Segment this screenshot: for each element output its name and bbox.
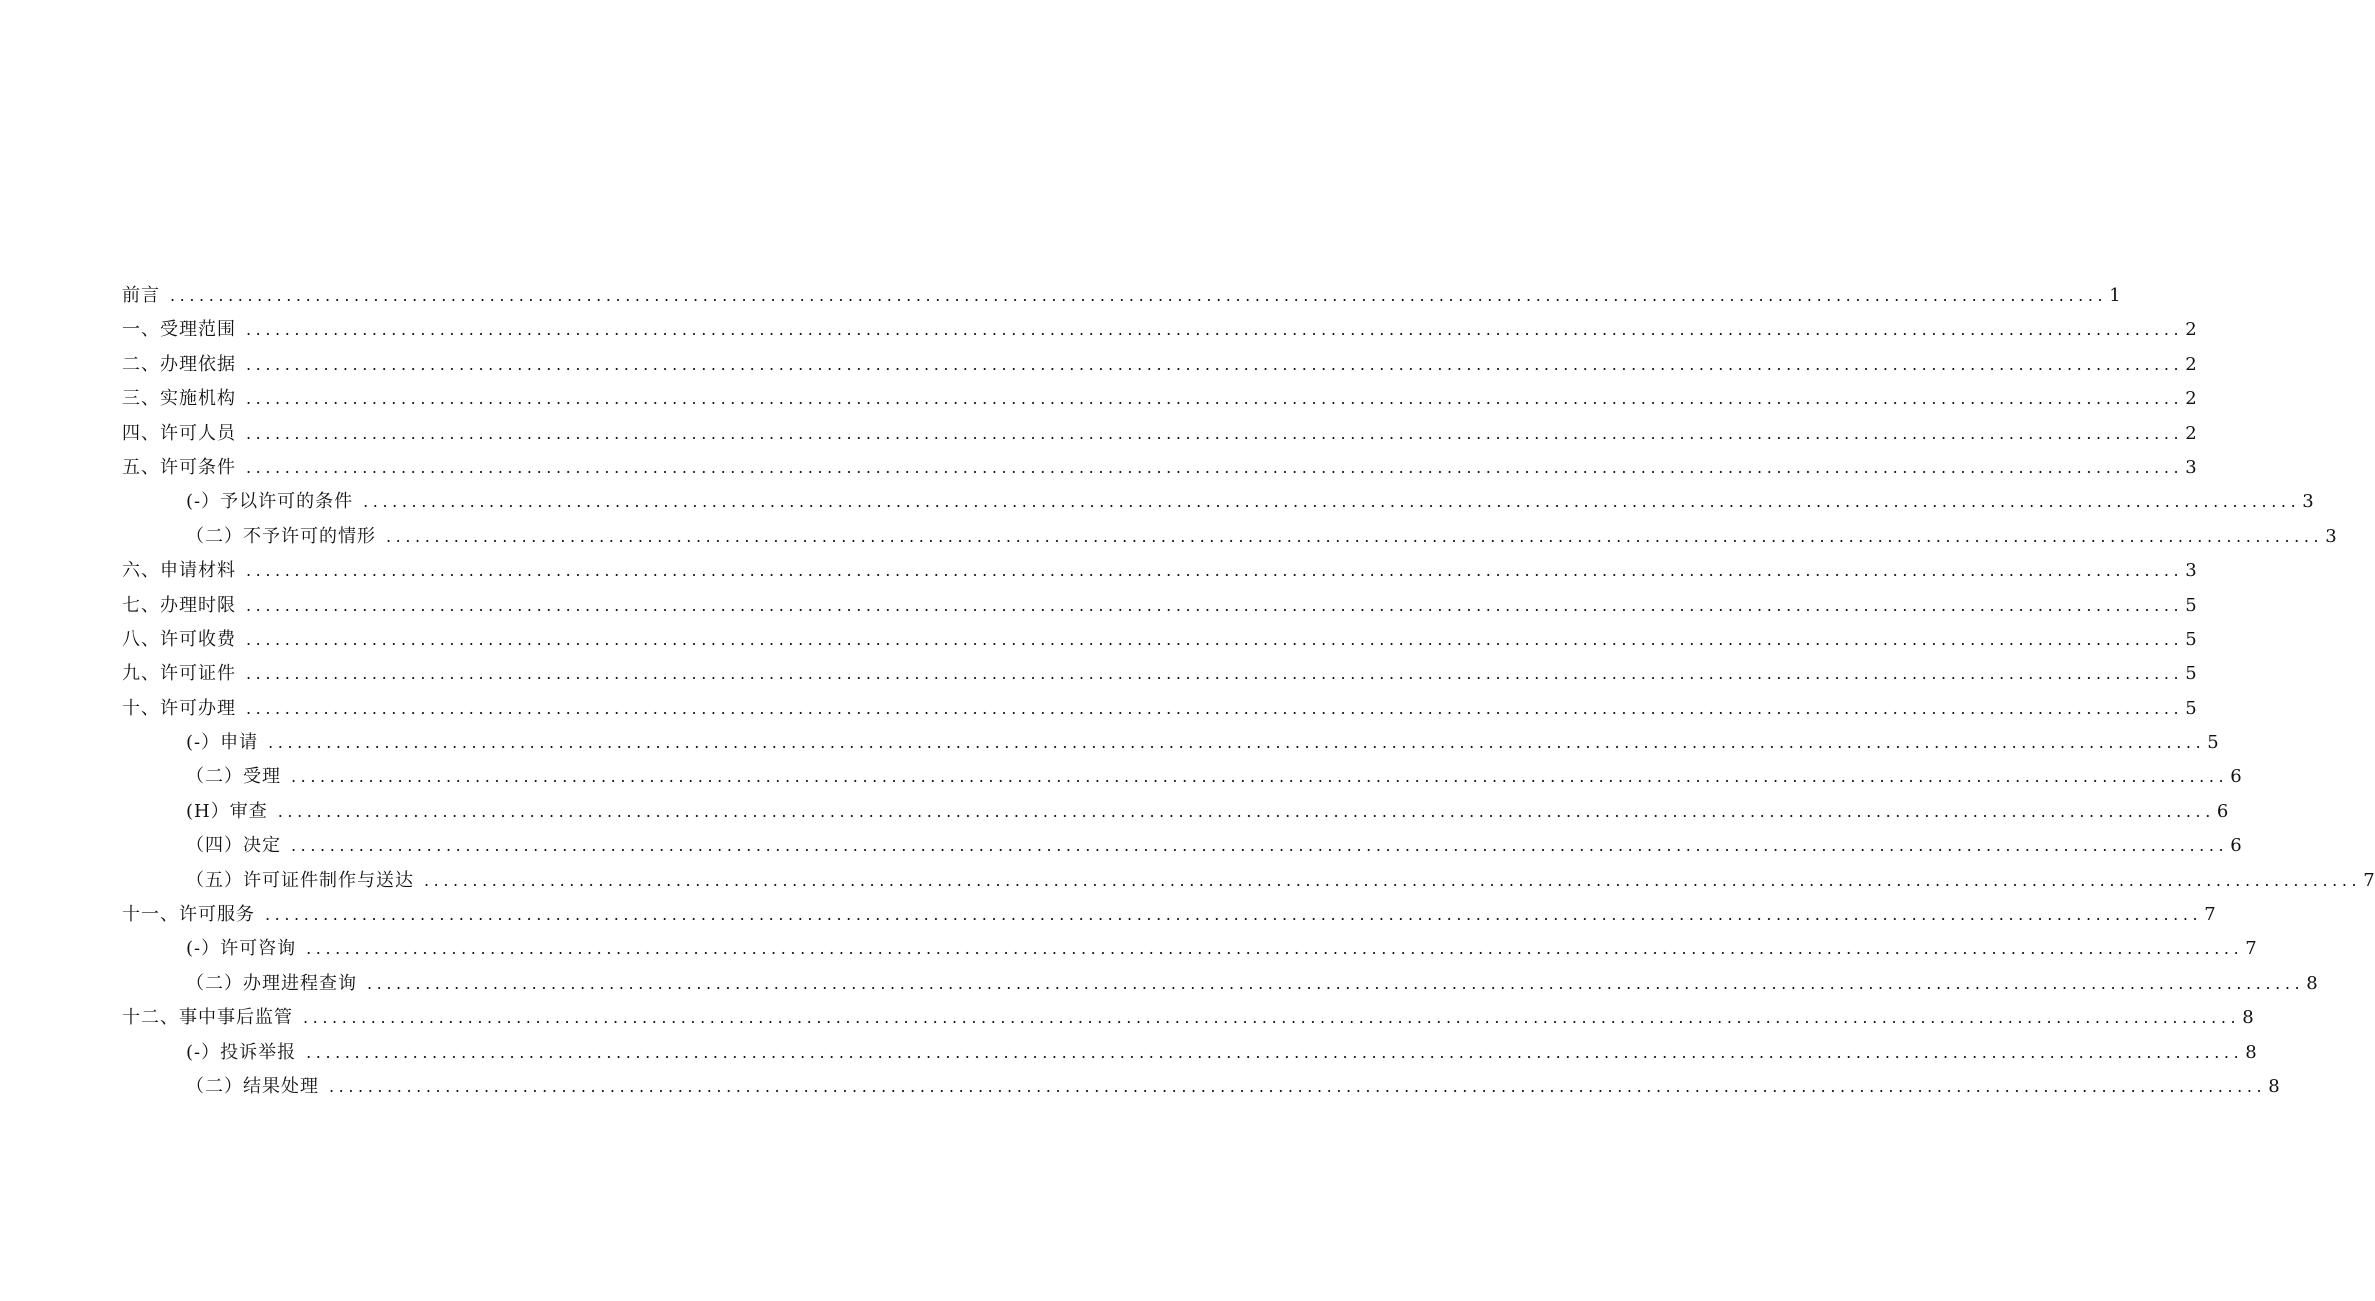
toc-entry-page-number: 3 — [2302, 491, 2314, 513]
toc-entry[interactable] — [122, 520, 2337, 554]
toc-entry-page-number: 5 — [2185, 697, 2197, 719]
toc-entry-page-number: 2 — [2185, 319, 2197, 341]
toc-entry-title: 四、许可人员 — [122, 422, 236, 444]
toc-entry-title: 十、许可办理 — [122, 697, 236, 719]
toc-entry[interactable] — [122, 829, 2242, 863]
toc-entry[interactable] — [122, 932, 2257, 966]
toc-entry-page-number: 8 — [2245, 1041, 2257, 1063]
toc-entry[interactable] — [122, 657, 2197, 691]
dot-leader: ........................................................................................................................................................................................................ — [246, 698, 2184, 718]
toc-entry-page-number: 7 — [2245, 938, 2257, 960]
toc-entry[interactable] — [122, 382, 2197, 416]
dot-leader: ........................................................................................................................................................................................................ — [246, 561, 2184, 581]
toc-entry-title: 七、办理时限 — [122, 594, 236, 616]
toc-entry-page-number: 8 — [2242, 1007, 2254, 1029]
toc-entry[interactable] — [122, 967, 2318, 1001]
toc-entry-page-number: 7 — [2204, 904, 2216, 926]
toc-entry-page-number: 6 — [2216, 800, 2229, 822]
toc-entry[interactable] — [122, 1001, 2254, 1035]
toc-entry-page-number: 7 — [2363, 869, 2375, 891]
toc-entry-page-number: 6 — [2230, 835, 2242, 857]
toc-entry[interactable] — [122, 451, 2197, 485]
dot-leader: ........................................................................................................................................................................................................ — [170, 286, 2108, 305]
toc-entry[interactable] — [122, 795, 2229, 829]
toc-entry[interactable] — [122, 864, 2375, 898]
toc-entry-title: (H）审查 — [186, 800, 268, 822]
table-of-contents — [122, 279, 2375, 1104]
toc-entry-page-number: 5 — [2185, 594, 2197, 616]
dot-leader: ........................................................................................................................................................................................................ — [386, 526, 2324, 546]
toc-entry-title: 三、实施机构 — [122, 388, 236, 410]
toc-entry-title: (-）许可咨询 — [186, 938, 297, 960]
dot-leader: ........................................................................................................................................................................................................ — [246, 354, 2184, 374]
toc-entry-page-number: 1 — [2109, 285, 2121, 306]
toc-entry[interactable] — [122, 348, 2197, 382]
dot-leader: ........................................................................................................................................................................................................ — [246, 629, 2184, 649]
dot-leader: ........................................................................................................................................................................................................ — [424, 870, 2362, 890]
toc-entry[interactable] — [122, 760, 2242, 794]
dot-leader: ........................................................................................................................................................................................................ — [363, 492, 2301, 512]
toc-entry-page-number: 3 — [2325, 525, 2337, 547]
dot-leader: ........................................................................................................................................................................................................ — [246, 595, 2184, 615]
toc-entry-title: 十二、事中事后监管 — [122, 1007, 293, 1029]
toc-entry-page-number: 8 — [2306, 972, 2318, 994]
toc-entry-title: (-）投诉举报 — [186, 1041, 297, 1063]
toc-entry[interactable] — [122, 726, 2219, 760]
toc-entry[interactable] — [122, 554, 2197, 588]
dot-leader: ........................................................................................................................................................................................................ — [246, 320, 2184, 340]
toc-entry-title: （四）决定 — [186, 835, 281, 857]
toc-entry-title: 十一、许可服务 — [122, 904, 255, 926]
toc-entry-page-number: 6 — [2230, 766, 2242, 788]
toc-entry-title: 二、办理依据 — [122, 353, 236, 375]
toc-entry-title: 五、许可条件 — [122, 456, 236, 478]
toc-entry[interactable] — [122, 623, 2197, 657]
toc-entry-title: （五）许可证件制作与送达 — [186, 869, 414, 891]
dot-leader: ........................................................................................................................................................................................................ — [306, 939, 2244, 959]
dot-leader: ........................................................................................................................................................................................................ — [306, 1042, 2244, 1062]
dot-leader: ........................................................................................................................................................................................................ — [246, 389, 2184, 409]
toc-entry-title: （二）不予许可的情形 — [186, 525, 376, 547]
dot-leader: ........................................................................................................................................................................................................ — [246, 457, 2184, 477]
dot-leader: ........................................................................................................................................................................................................ — [246, 423, 2184, 443]
toc-entry-title: 前言 — [122, 285, 160, 306]
toc-entry-title: 六、申请材料 — [122, 560, 236, 582]
toc-entry[interactable] — [122, 279, 2121, 313]
dot-leader: ........................................................................................................................................................................................................ — [367, 973, 2305, 993]
toc-entry-page-number: 3 — [2185, 560, 2197, 582]
dot-leader: ........................................................................................................................................................................................................ — [268, 733, 2206, 753]
toc-entry-title: （二）受理 — [186, 766, 281, 788]
toc-entry[interactable] — [122, 1070, 2280, 1104]
dot-leader: ........................................................................................................................................................................................................ — [303, 1008, 2241, 1028]
dot-leader: ........................................................................................................................................................................................................ — [246, 664, 2184, 684]
toc-entry[interactable] — [122, 485, 2314, 519]
dot-leader: ........................................................................................................................................................................................................ — [291, 767, 2229, 787]
toc-entry-title: （二）办理进程查询 — [186, 972, 357, 994]
toc-entry-title: （二）结果处理 — [186, 1075, 319, 1097]
toc-entry[interactable] — [122, 417, 2197, 451]
toc-entry[interactable] — [122, 589, 2197, 623]
toc-entry-title: 九、许可证件 — [122, 663, 236, 685]
toc-entry-page-number: 5 — [2185, 628, 2197, 650]
toc-entry-title: (-）申请 — [186, 732, 259, 754]
toc-entry-page-number: 8 — [2268, 1075, 2280, 1097]
toc-entry-page-number: 2 — [2185, 353, 2197, 375]
dot-leader: ........................................................................................................................................................................................................ — [277, 801, 2215, 821]
toc-entry-page-number: 2 — [2185, 422, 2197, 444]
toc-entry-title: (-）予以许可的条件 — [186, 491, 354, 513]
dot-leader: ........................................................................................................................................................................................................ — [291, 836, 2229, 856]
toc-entry-page-number: 2 — [2185, 388, 2197, 410]
toc-entry-title: 八、许可收费 — [122, 628, 236, 650]
toc-entry[interactable] — [122, 313, 2197, 347]
toc-entry-page-number: 3 — [2185, 456, 2197, 478]
toc-entry-title: 一、受理范围 — [122, 319, 236, 341]
toc-entry[interactable] — [122, 1036, 2257, 1070]
toc-entry[interactable] — [122, 898, 2216, 932]
toc-entry-page-number: 5 — [2207, 732, 2219, 754]
dot-leader: ........................................................................................................................................................................................................ — [329, 1076, 2267, 1096]
toc-entry[interactable] — [122, 692, 2197, 726]
toc-entry-page-number: 5 — [2185, 663, 2197, 685]
dot-leader: ........................................................................................................................................................................................................ — [265, 905, 2203, 925]
